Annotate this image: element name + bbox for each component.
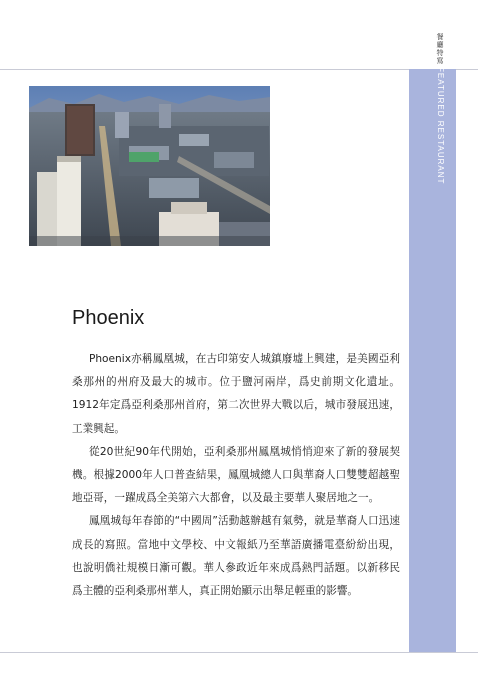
top-divider xyxy=(0,69,478,70)
paragraph: 從20世紀90年代開始，亞利桑那州鳳凰城悄悄迎來了新的發展契機。根據2000年人口普查結果，鳳凰城總人口與華裔人口雙雙超越聖地亞哥，一躍成爲全美第六大都會，以及最主要華人聚居地之一。 xyxy=(72,445,400,505)
section-label-cn: 餐廳特寫 xyxy=(436,33,444,65)
section-label-en: FEATURED RESTAURANT xyxy=(436,67,445,185)
bottom-divider xyxy=(0,652,478,653)
article-title: Phoenix xyxy=(72,307,145,329)
sidebar-band xyxy=(409,69,456,652)
paragraph: 鳳凰城每年春節的“中國周”活動越辦越有氣勢，就是華裔人口迅速成長的寫照。當地中文學校、中文報紙乃至華語廣播電臺紛紛出現，也說明僑社規模日漸可觀。華人參政近年來成爲熱門話題。以新移民爲主體的亞利桑那州華人，真正開始顯示出舉足輕重的影響。 xyxy=(72,515,400,598)
paragraph: Phoenix亦稱鳳凰城，在古印第安人城鎮廢墟上興建，是美國亞利桑那州的州府及最大的城市。位于鹽河兩岸，爲史前期文化遺址。1912年定爲亞利桑那州首府，第二次世界大戰以后，城市發展迅速，工業興起。 xyxy=(72,353,400,435)
city-skyline-photo xyxy=(29,86,270,246)
article-body xyxy=(72,348,400,603)
